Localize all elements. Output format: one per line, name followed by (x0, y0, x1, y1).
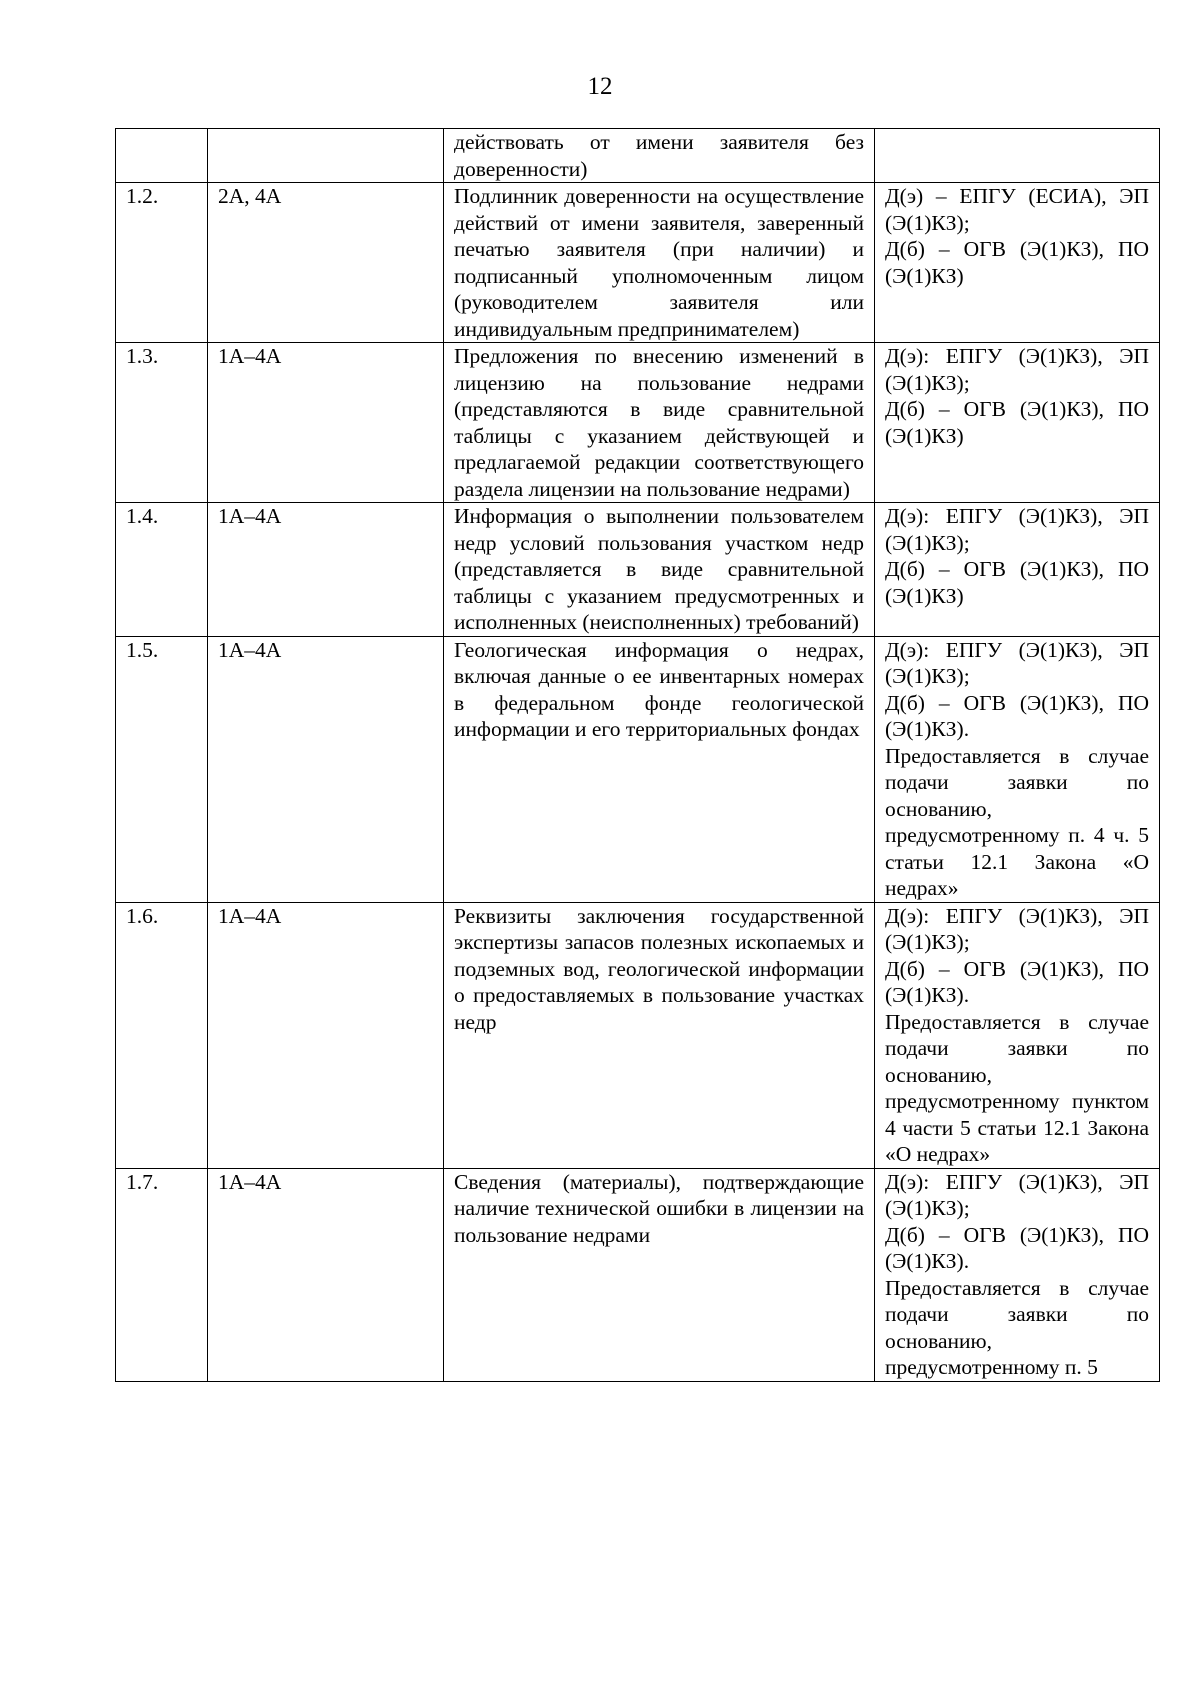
row-number-cell: 1.3. (116, 343, 208, 503)
row-code-cell: 1А–4А (208, 343, 444, 503)
row-form-cell (875, 902, 1160, 1168)
row-form-cell (875, 636, 1160, 902)
row-code-cell: 1А–4А (208, 636, 444, 902)
row-form-cell (875, 1168, 1160, 1381)
form-line: Предоставляется в случае подачи заявки по основанию, предусмотренному п. 4 ч. 5 статьи 12.1 Закона «О недрах» (885, 743, 1149, 900)
row-number-cell: 1.7. (116, 1168, 208, 1381)
form-line: Д(э) – ЕПГУ (ЕСИА), ЭП (Э(1)КЗ); (885, 184, 1149, 235)
requirements-table (115, 128, 1160, 1382)
form-line: Д(б) – ОГВ (Э(1)КЗ), ПО (Э(1)КЗ). (885, 1222, 1149, 1273)
row-number-cell: 1.2. (116, 183, 208, 343)
row-code-cell: 1А–4А (208, 503, 444, 637)
form-line: Д(э): ЕПГУ (Э(1)КЗ), ЭП (Э(1)КЗ); (885, 1169, 1149, 1220)
row-description-cell: Предложения по внесению изменений в лицензию на пользование недрами (представляются в виде сравнительной таблицы с указанием действующей и предлагаемой редакции соответствующего раздела лицензии на пользование недрами) (444, 343, 875, 503)
row-code-cell: 2А, 4А (208, 183, 444, 343)
row-description-cell: Реквизиты заключения государственной экспертизы запасов полезных ископаемых и подземных вод, геологической информации о предоставляемых в пользование участках недр (444, 902, 875, 1168)
row-description-cell: действовать от имени заявителя без доверенности) (444, 129, 875, 183)
table-row (116, 902, 1160, 1168)
form-line: Д(б) – ОГВ (Э(1)КЗ), ПО (Э(1)КЗ) (885, 237, 1149, 288)
row-form-cell (875, 503, 1160, 637)
table-row (116, 636, 1160, 902)
row-code-cell (208, 129, 444, 183)
form-line: Д(б) – ОГВ (Э(1)КЗ), ПО (Э(1)КЗ) (885, 397, 1149, 448)
table-row (116, 503, 1160, 637)
row-code-cell: 1А–4А (208, 902, 444, 1168)
form-line: Д(э): ЕПГУ (Э(1)КЗ), ЭП (Э(1)КЗ); (885, 903, 1149, 954)
form-line: Предоставляется в случае подачи заявки по основанию, предусмотренному пунктом 4 части 5 статьи 12.1 Закона «О недрах» (885, 1009, 1149, 1166)
row-form-cell (875, 183, 1160, 343)
row-form-cell (875, 343, 1160, 503)
table-row (116, 343, 1160, 503)
row-code-cell: 1А–4А (208, 1168, 444, 1381)
form-line: Д(б) – ОГВ (Э(1)КЗ), ПО (Э(1)КЗ) (885, 557, 1149, 608)
form-line: Д(э): ЕПГУ (Э(1)КЗ), ЭП (Э(1)КЗ); (885, 637, 1149, 688)
row-description-cell: Подлинник доверенности на осуществление действий от имени заявителя, заверенный печатью заявителя (при наличии) и подписанный уполномоченным лицом (руководителем заявителя или индивидуальным предпринимателем) (444, 183, 875, 343)
row-description-cell: Геологическая информация о недрах, включая данные о ее инвентарных номерах в федеральном фонде геологической информации и его территориальных фондах (444, 636, 875, 902)
row-number-cell (116, 129, 208, 183)
row-number-cell: 1.6. (116, 902, 208, 1168)
table-row (116, 183, 1160, 343)
row-description-cell: Сведения (материалы), подтверждающие наличие технической ошибки в лицензии на пользование недрами (444, 1168, 875, 1381)
page-number: 12 (587, 73, 613, 100)
form-line: Д(б) – ОГВ (Э(1)КЗ), ПО (Э(1)КЗ). (885, 690, 1149, 741)
row-number-cell: 1.5. (116, 636, 208, 902)
table-row (116, 1168, 1160, 1381)
form-line: Д(э): ЕПГУ (Э(1)КЗ), ЭП (Э(1)КЗ); (885, 504, 1149, 555)
form-line: Предоставляется в случае подачи заявки по основанию, предусмотренному п. 5 (885, 1275, 1149, 1379)
row-number-cell: 1.4. (116, 503, 208, 637)
form-line: Д(б) – ОГВ (Э(1)КЗ), ПО (Э(1)КЗ). (885, 956, 1149, 1007)
row-description-cell: Информация о выполнении пользователем недр условий пользования участком недр (представляется в виде сравнительной таблицы с указанием предусмотренных и исполненных (неисполненных) требований) (444, 503, 875, 637)
table-row (116, 129, 1160, 183)
form-line: Д(э): ЕПГУ (Э(1)КЗ), ЭП (Э(1)КЗ); (885, 344, 1149, 395)
row-form-cell (875, 129, 1160, 183)
